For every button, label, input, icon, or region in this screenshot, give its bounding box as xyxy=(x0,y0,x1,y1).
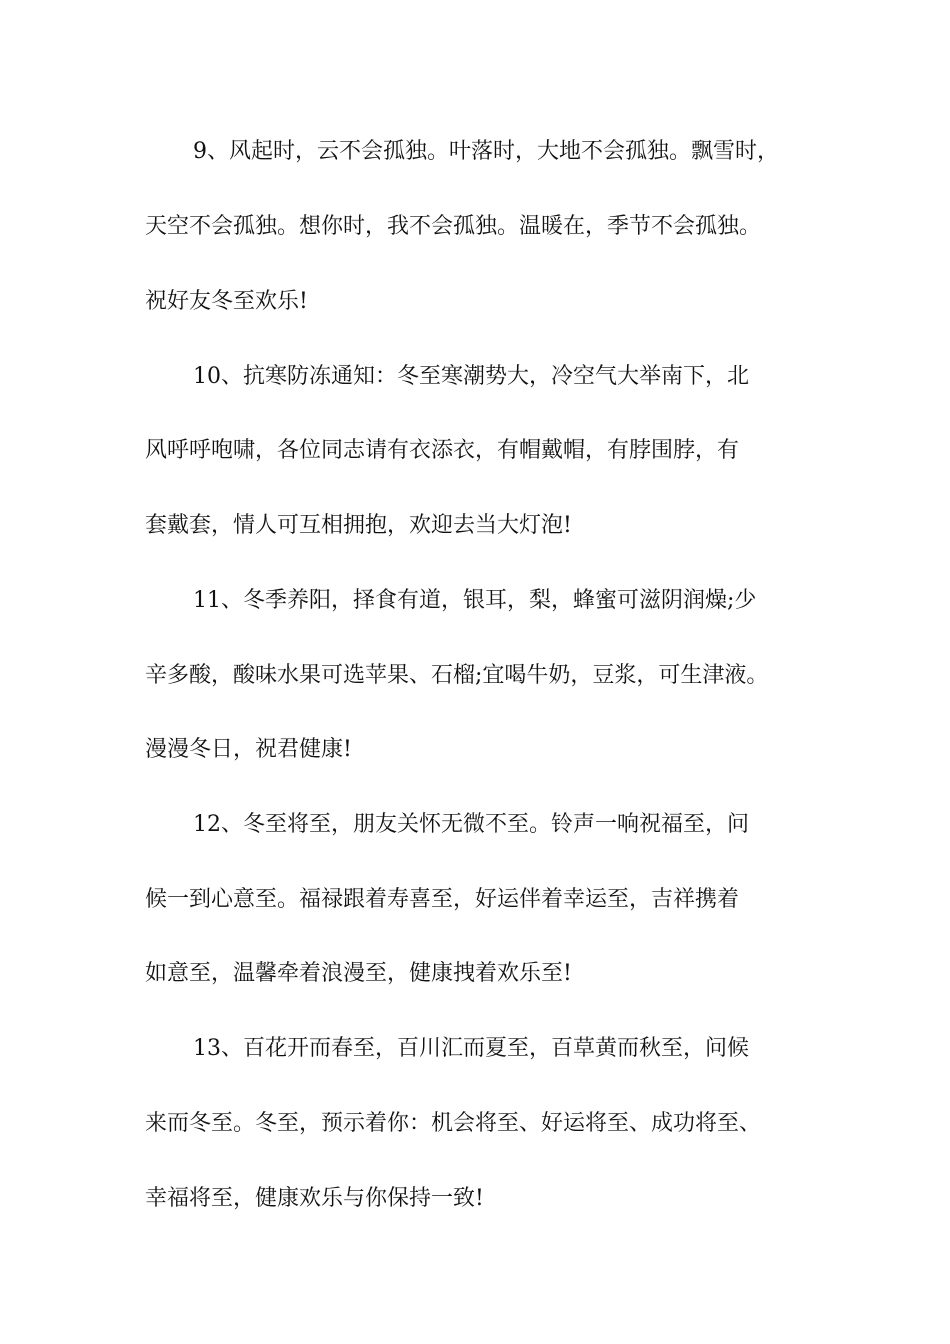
paragraph-11-line-2: 辛多酸，酸味水果可选苹果、石榴;宜喝牛奶，豆浆，可生津液。 xyxy=(145,663,769,688)
paragraph-10-line-3: 套戴套，情人可互相拥抱，欢迎去当大灯泡! xyxy=(145,513,572,538)
paragraph-12-line-2: 候一到心意至。福禄跟着寿喜至，好运伴着幸运至，吉祥携着 xyxy=(145,887,740,912)
paragraph-13-line-2: 来而冬至。冬至，预示着你：机会将至、好运将至、成功将至、 xyxy=(145,1111,762,1136)
paragraph-11-line-3: 漫漫冬日，祝君健康! xyxy=(145,737,352,762)
paragraph-9-line-1: 9、风起时，云不会孤独。叶落时，大地不会孤独。飘雪时， xyxy=(193,139,779,164)
paragraph-10-line-2: 风呼呼咆啸，各位同志请有衣添衣，有帽戴帽，有脖围脖，有 xyxy=(145,438,740,463)
paragraph-12-line-1: 12、冬至将至，朋友关怀无微不至。铃声一响祝福至，问 xyxy=(193,812,749,837)
paragraph-11-line-1: 11、冬季养阳，择食有道，银耳，梨，蜂蜜可滋阴润燥;少 xyxy=(193,588,757,613)
paragraph-12-line-3: 如意至，温馨牵着浪漫至，健康拽着欢乐至! xyxy=(145,961,572,986)
paragraph-9-line-3: 祝好友冬至欢乐! xyxy=(145,289,308,314)
paragraph-10-line-1: 10、抗寒防冻通知：冬至寒潮势大，冷空气大举南下，北 xyxy=(193,364,749,389)
paragraph-13-line-1: 13、百花开而春至，百川汇而夏至，百草黄而秋至，问候 xyxy=(193,1036,749,1061)
paragraph-9-line-2: 天空不会孤独。想你时，我不会孤独。温暖在，季节不会孤独。 xyxy=(145,214,762,239)
paragraph-13-line-3: 幸福将至，健康欢乐与你保持一致! xyxy=(145,1186,484,1211)
